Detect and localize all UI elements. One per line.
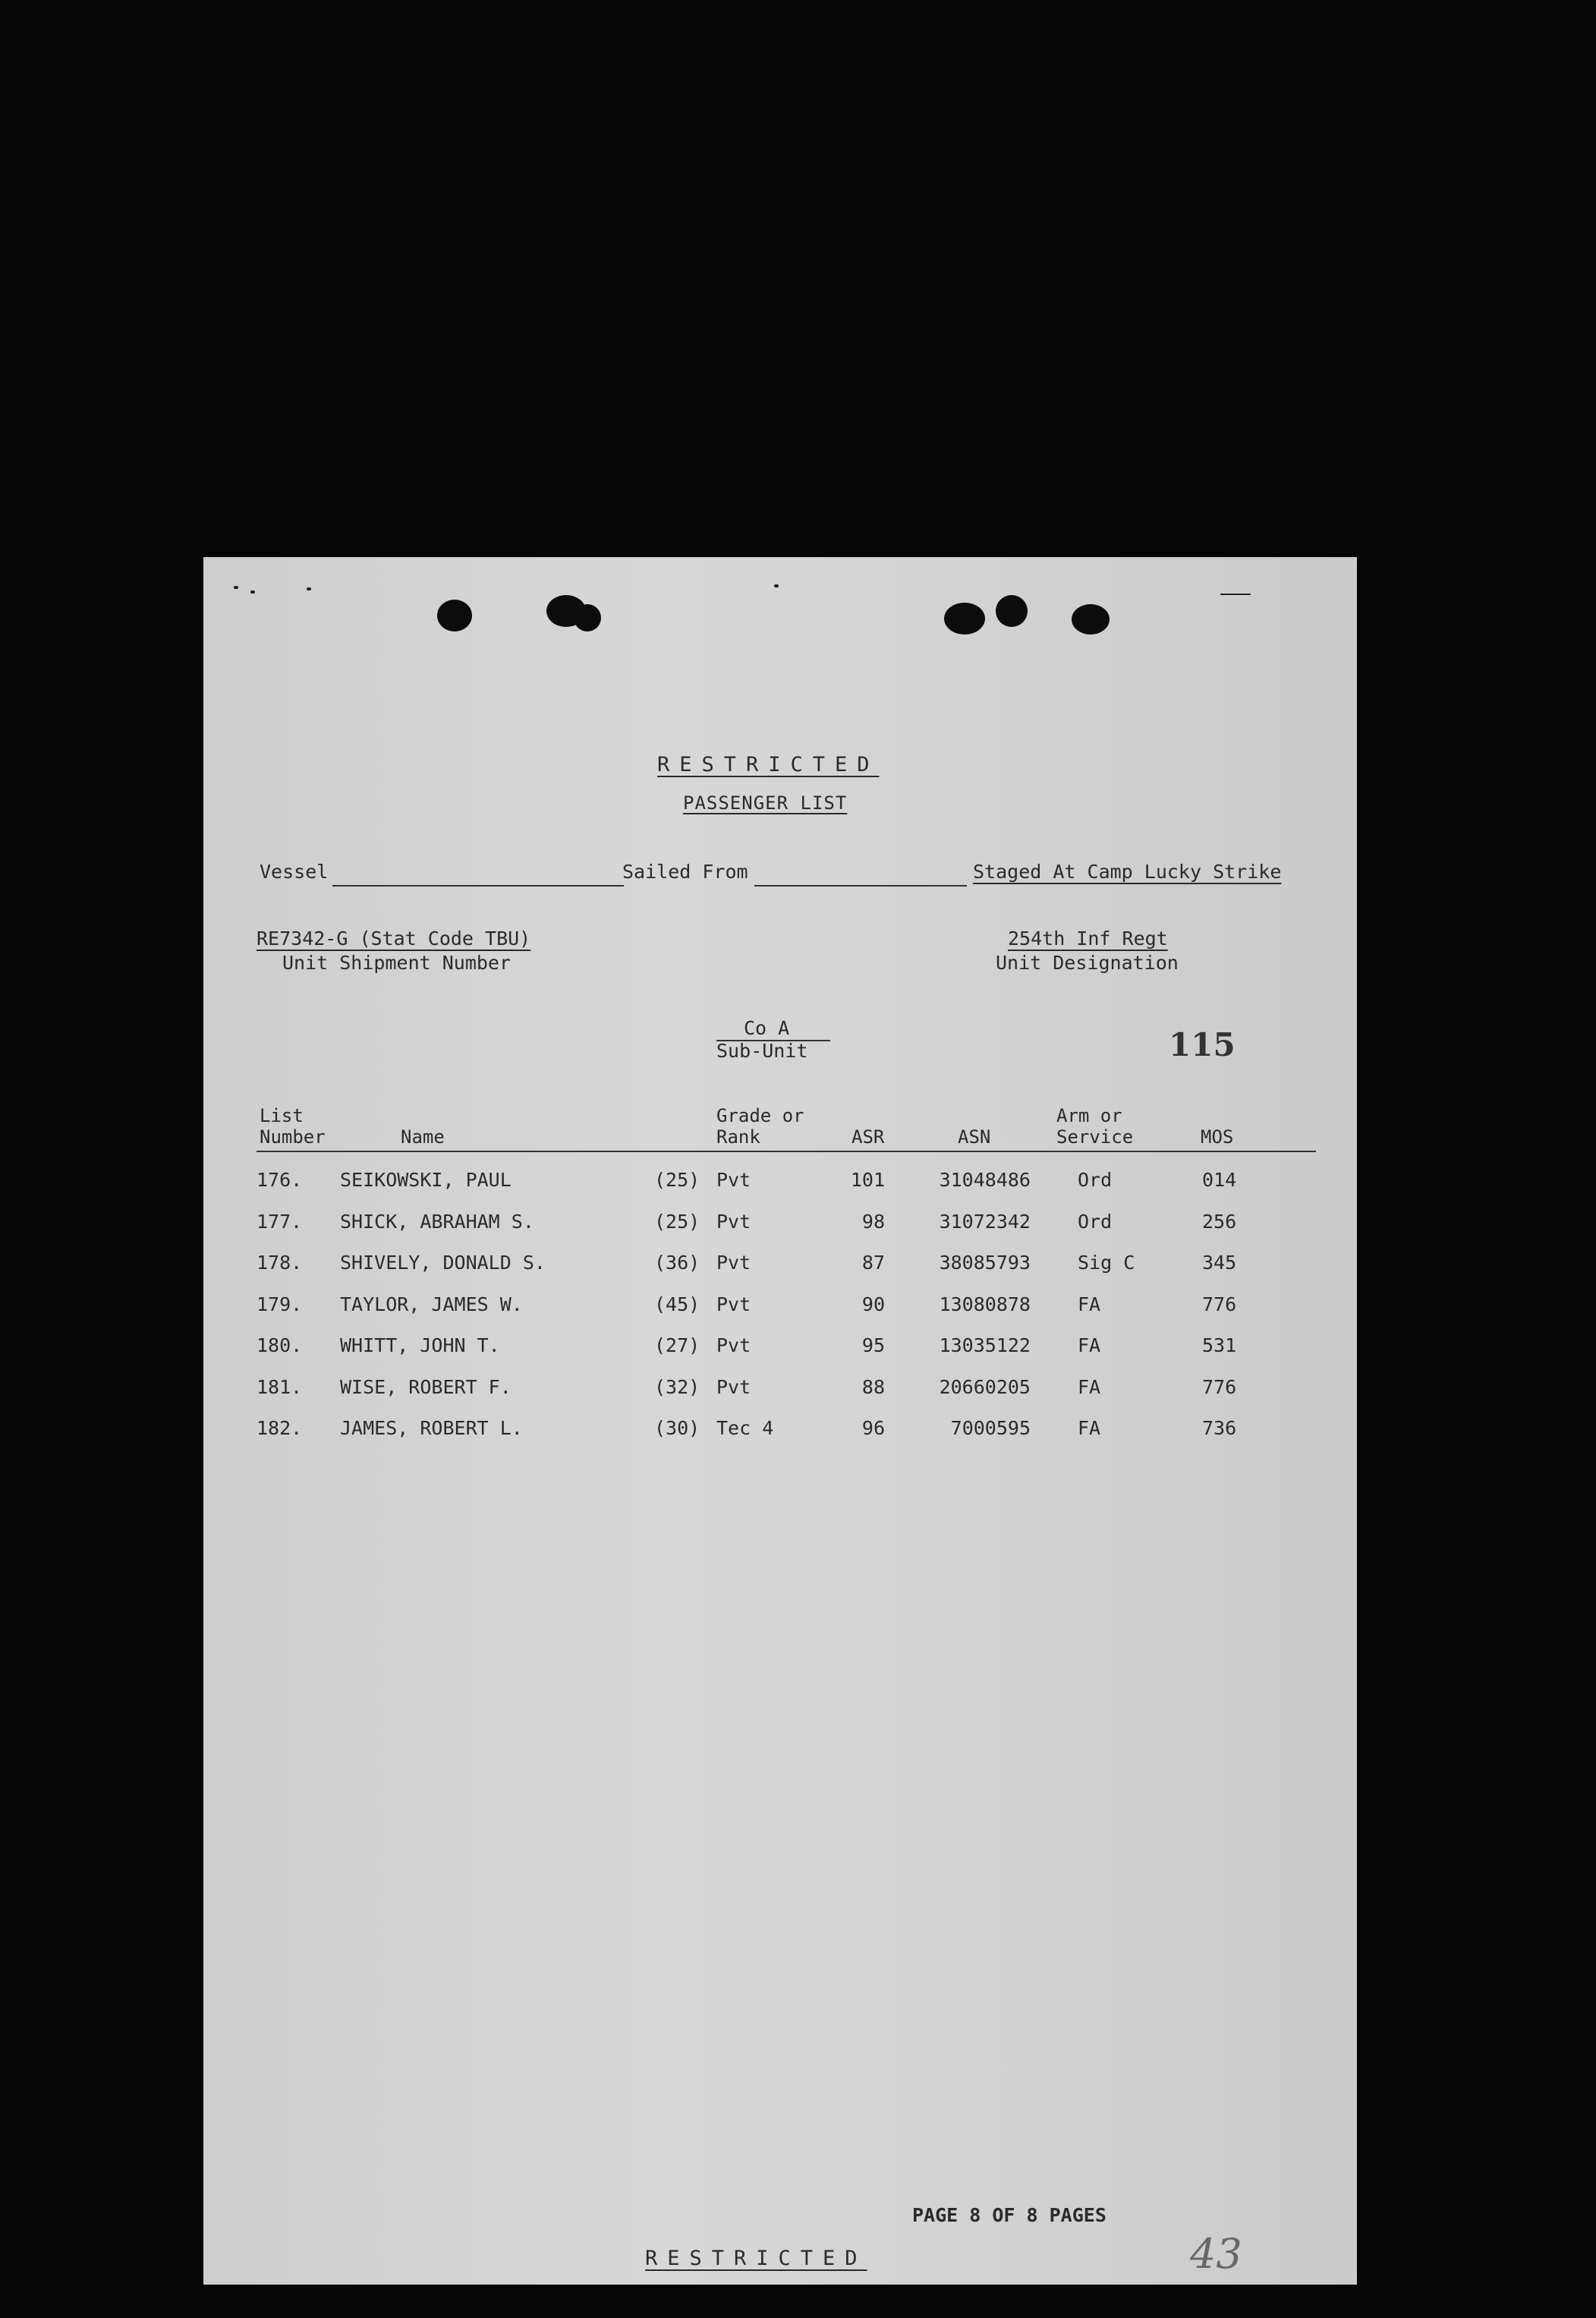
grade-cell: Pvt <box>716 1210 751 1233</box>
mos-cell: 776 <box>1202 1293 1237 1315</box>
page-stamp-number: 115 <box>1169 1026 1236 1063</box>
punch-hole <box>1072 604 1110 635</box>
asr-cell: 95 <box>861 1334 885 1356</box>
punch-hole <box>996 595 1028 627</box>
list-number-cell: 180. <box>257 1334 303 1356</box>
vessel-label: Vessel <box>260 861 329 883</box>
grade-cell: Pvt <box>716 1293 751 1315</box>
mos-cell: 345 <box>1202 1252 1237 1274</box>
col-header-arm: Arm or <box>1056 1105 1122 1126</box>
name-cell: WHITT, JOHN T. <box>340 1334 500 1356</box>
grade-cell: Pvt <box>716 1334 751 1356</box>
grade-cell: Tec 4 <box>716 1417 774 1439</box>
mos-cell: 531 <box>1202 1334 1237 1356</box>
mos-cell: 256 <box>1202 1210 1237 1233</box>
age-cell: (27) <box>654 1334 700 1356</box>
asr-cell: 90 <box>861 1293 885 1315</box>
age-cell: (25) <box>654 1210 700 1233</box>
arm-cell: FA <box>1078 1293 1101 1315</box>
list-number-cell: 181. <box>257 1375 303 1398</box>
asr-cell: 87 <box>861 1252 885 1274</box>
age-cell: (32) <box>654 1375 700 1398</box>
grade-cell: Pvt <box>716 1169 751 1191</box>
asr-cell: 88 <box>861 1375 885 1398</box>
list-number-cell: 179. <box>257 1293 303 1315</box>
name-cell: SHICK, ABRAHAM S. <box>340 1210 534 1233</box>
asn-cell: 13035122 <box>939 1334 1031 1356</box>
name-cell: SEIKOWSKI, PAUL <box>340 1169 512 1191</box>
col-header-service: Service <box>1056 1126 1134 1148</box>
asr-cell: 101 <box>850 1169 885 1191</box>
grade-cell: Pvt <box>716 1375 751 1398</box>
speck <box>774 584 779 587</box>
mos-cell: 736 <box>1202 1417 1237 1439</box>
footer-restricted: RESTRICTED <box>645 2247 867 2270</box>
document-page <box>203 557 1357 2285</box>
arm-cell: Ord <box>1078 1169 1113 1191</box>
punch-hole <box>574 604 601 631</box>
page-info: PAGE 8 OF 8 PAGES <box>912 2204 1106 2226</box>
asn-cell: 20660205 <box>939 1375 1031 1398</box>
arm-cell: FA <box>1078 1334 1101 1356</box>
handwritten-page-mark: 43 <box>1190 2230 1242 2278</box>
speck <box>234 586 238 589</box>
col-header-asr: ASR <box>852 1126 885 1148</box>
col-header-mos: MOS <box>1201 1126 1234 1148</box>
asn-cell: 31048486 <box>939 1169 1031 1191</box>
speck <box>250 591 255 594</box>
col-header-name: Name <box>401 1126 445 1148</box>
arm-cell: FA <box>1078 1417 1101 1439</box>
age-cell: (25) <box>654 1169 700 1191</box>
asr-cell: 96 <box>861 1417 885 1439</box>
col-header-rank: Rank <box>716 1126 760 1148</box>
punch-hole <box>437 600 472 631</box>
name-cell: SHIVELY, DONALD S. <box>340 1252 546 1274</box>
arm-cell: Sig C <box>1078 1252 1135 1274</box>
vessel-blank <box>332 885 624 887</box>
name-cell: JAMES, ROBERT L. <box>340 1417 523 1439</box>
document-title: RESTRICTED <box>657 753 880 776</box>
col-header-asn: ASN <box>958 1126 991 1148</box>
arm-cell: Ord <box>1078 1210 1113 1233</box>
asn-cell: 13080878 <box>939 1293 1031 1315</box>
sub-unit-label: Sub-Unit <box>716 1040 808 1062</box>
header-rule <box>257 1151 1316 1152</box>
grade-cell: Pvt <box>716 1252 751 1274</box>
asn-cell: 31072342 <box>939 1210 1031 1233</box>
name-cell: WISE, ROBERT F. <box>340 1375 512 1398</box>
speck <box>1220 594 1251 595</box>
unit-designation: 254th Inf Regt <box>1008 928 1168 950</box>
list-number-cell: 177. <box>257 1210 303 1233</box>
asr-cell: 98 <box>861 1210 885 1233</box>
list-number-cell: 182. <box>257 1417 303 1439</box>
unit-shipment-number-label: Unit Shipment Number <box>282 952 512 974</box>
list-number-cell: 178. <box>257 1252 303 1274</box>
age-cell: (36) <box>654 1252 700 1274</box>
sub-unit-value: Co A <box>744 1017 790 1039</box>
speck <box>307 587 311 591</box>
col-header-grade: Grade or <box>716 1105 804 1126</box>
staged-at-text: Staged At Camp Lucky Strike <box>973 861 1282 883</box>
asn-cell: 7000595 <box>950 1417 1031 1439</box>
name-cell: TAYLOR, JAMES W. <box>340 1293 523 1315</box>
unit-designation-label: Unit Designation <box>996 952 1179 974</box>
age-cell: (45) <box>654 1293 700 1315</box>
arm-cell: FA <box>1078 1375 1101 1398</box>
sailed-from-blank <box>754 885 967 887</box>
sailed-from-label: Sailed From <box>622 861 748 883</box>
list-number-cell: 176. <box>257 1169 303 1191</box>
col-header-number: Number <box>260 1126 326 1148</box>
document-subtitle: PASSENGER LIST <box>683 792 848 814</box>
mos-cell: 776 <box>1202 1375 1237 1398</box>
unit-shipment-number: RE7342-G (Stat Code TBU) <box>257 928 531 950</box>
punch-hole <box>944 603 985 635</box>
col-header-list: List <box>260 1105 304 1126</box>
asn-cell: 38085793 <box>939 1252 1031 1274</box>
mos-cell: 014 <box>1202 1169 1237 1191</box>
age-cell: (30) <box>654 1417 700 1439</box>
